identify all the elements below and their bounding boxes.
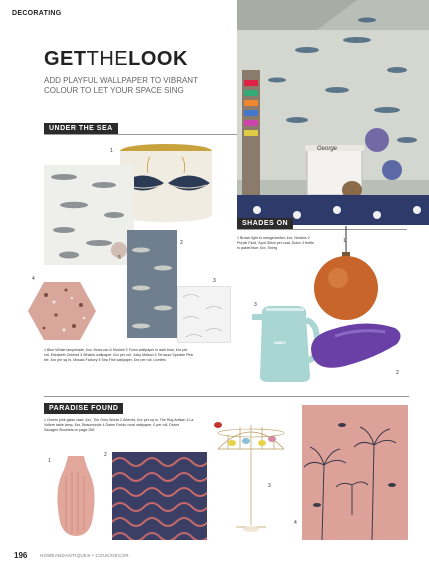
terrazzo-tile xyxy=(26,280,98,342)
sea-fish-wallpaper xyxy=(44,165,134,265)
rug-art xyxy=(112,452,207,540)
under-the-sea-caption: 1 Blue Whale lampshade, £xx, Moss-ran & Mohrell 2 Fumo wallpaper in dark blue, £xx per roll, Elizabeth Ockford 3 Whales wallpaper, £xx per roll, Juicy Maison 4 Terrazzo Speckle Pink tile, £xx per sq m, Mosaic Factory 5 Sea Fish wallpaper, £xx per roll, Livettes xyxy=(44,348,194,362)
terrazzo-art xyxy=(26,280,98,342)
label-3-lamp: 3 xyxy=(268,483,271,489)
footer-url: HOMEANDANTIQUES • COUK/DECOR xyxy=(40,553,129,558)
label-3: 3 xyxy=(213,278,216,284)
label-4-palm: 4 xyxy=(294,520,297,526)
page-number: 196 xyxy=(14,551,28,560)
vase-art xyxy=(54,452,98,540)
bird-cage-lamp xyxy=(208,405,294,540)
title-the: THE xyxy=(86,48,129,70)
rug-pattern xyxy=(112,452,207,540)
purple-paint-swatch xyxy=(305,318,405,376)
shades-on-header: SHADES ON xyxy=(237,218,293,229)
palm-art xyxy=(302,405,408,540)
label-3-kettle: 3 xyxy=(254,302,257,308)
label-4: 4 xyxy=(32,276,35,282)
section-tag: DECORATING xyxy=(12,10,62,17)
whales-wallpaper-white xyxy=(177,286,231,343)
label-5: 5 xyxy=(118,255,121,261)
label-1-lampshade: 1 xyxy=(110,148,113,154)
white-wallpaper-art xyxy=(178,287,230,342)
room-photo-art xyxy=(237,0,429,225)
subtitle-line2: COLOUR TO LET YOUR SPACE SING xyxy=(44,86,184,95)
palm-wallpaper xyxy=(302,405,408,540)
label-2: 2 xyxy=(180,240,183,246)
room-photo xyxy=(237,0,429,225)
divider-top xyxy=(44,134,237,135)
pink-glass-vase xyxy=(54,452,98,540)
label-1-pendant: 1 xyxy=(343,238,346,244)
whale-wallpaper-blue xyxy=(127,230,177,338)
title-look: LOOK xyxy=(128,48,188,70)
sea-fish-art xyxy=(44,165,134,265)
title-get: GET xyxy=(44,48,87,70)
under-the-sea-header: UNDER THE SEA xyxy=(44,123,118,134)
shades-on-caption: 1 Brown light in orange/amber, £xx, Nordlux 2 Purple Fluid, Spot Glitch per coat, Dulux 3 Kettle in pastel blue, £xx, Smeg xyxy=(237,236,315,250)
label-1-vase: 1 xyxy=(48,458,51,464)
paint-art xyxy=(305,318,405,376)
subtitle xyxy=(44,76,198,96)
page-title xyxy=(44,48,188,71)
nameplate: George xyxy=(317,146,338,152)
label-2-paint: 2 xyxy=(396,370,399,376)
kettle-brand: SMEG xyxy=(274,340,286,345)
paradise-found-caption: 1 Omero pink glass vase, £xx, The Grey Works 2 Artemis, £xx per sq m, The Rug Artisan 3 La Voliere table lamp, £xx, Beaumonde 4 Dame Fondu coral wallpaper, £ per roll, Divine Savages Stockists on page 256 xyxy=(44,418,194,432)
paradise-found-header: PARADISE FOUND xyxy=(44,403,123,414)
lamp-art xyxy=(208,405,294,540)
label-2-rug: 2 xyxy=(104,452,107,458)
divider-bottom xyxy=(44,396,409,397)
subtitle-line1: ADD PLAYFUL WALLPAPER TO VIBRANT xyxy=(44,76,198,85)
blue-wallpaper-art xyxy=(127,230,177,338)
